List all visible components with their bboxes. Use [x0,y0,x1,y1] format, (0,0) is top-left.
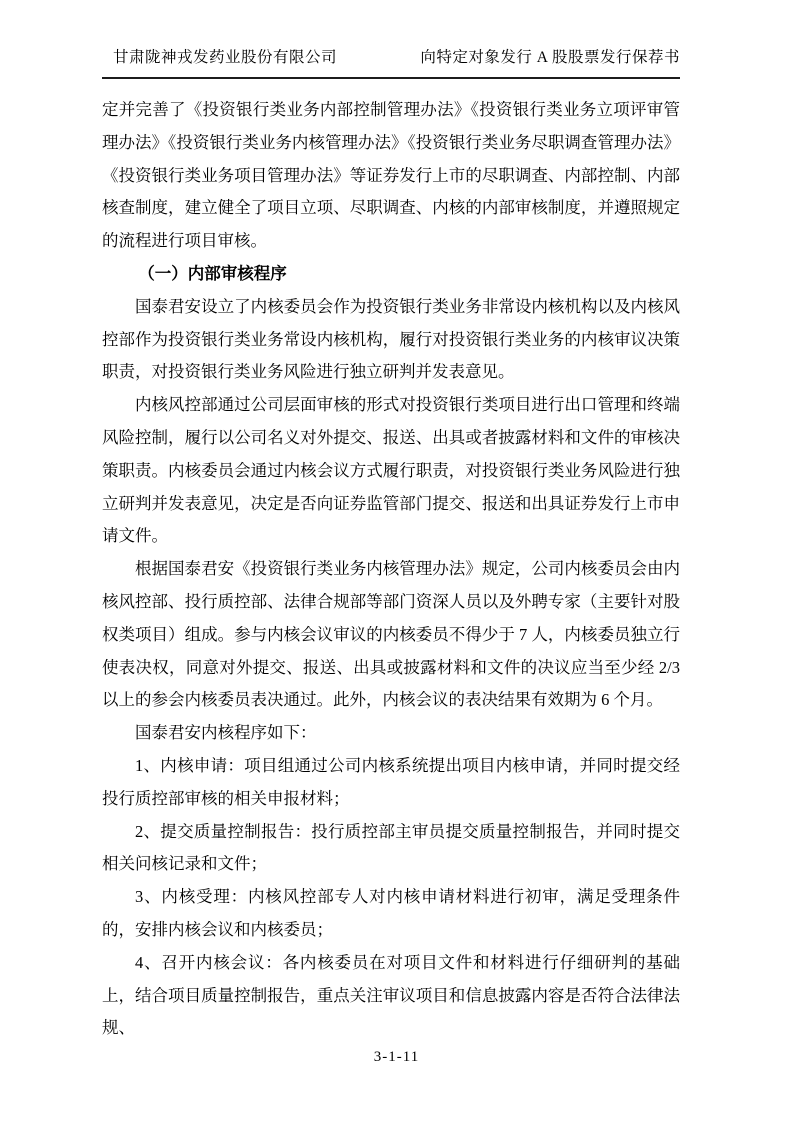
paragraph-committee-rules: 根据国泰君安《投资银行类业务内核管理办法》规定，公司内核委员会由内核风控部、投行质控部、法律合规部等部门资深人员以及外聘专家（主要针对股权类项目）组成。参与内核会议审议的内核委员不得少于 7 人，内核委员独立行使表决权，同意对外提交、报送、出具或披露材料和文件的决议应当至少经 2/3 以上的参会内核委员表决通过。此外，内核会议的表决结果有效期为 6 个月。 [102,559,680,710]
paragraph-risk-control: 内核风控部通过公司层面审核的形式对投资银行类项目进行出口管理和终端风险控制，履行以公司名义对外提交、报送、出具或者披露材料和文件的审核决策职责。内核委员会通过内核会议方式履行职责，对投资银行类业务风险进行独立研判并发表意见，决定是否向证券监管部门提交、报送和出具证券发行上市申请文件。 [102,395,680,546]
list-item-4-meeting: 4、召开内核会议：各内核委员在对项目文件和材料进行仔细研判的基础上，结合项目质量控制报告，重点关注审议项目和信息披露内容是否符合法律法规、 [102,952,680,1038]
section-heading-internal-review-procedure: （一）内部审核程序 [138,264,287,283]
paragraph-continuation: 定并完善了《投资银行类业务内部控制管理办法》《投资银行类业务立项评审管理办法》《投资银行类业务内核管理办法》《投资银行类业务尽职调查管理办法》《投资银行类业务项目管理办法》等证券发行上市的尽职调查、内部控制、内部核查制度，建立健全了项目立项、尽职调查、内核的内部审核制度，并遵照规定的流程进行项目审核。 [102,100,680,251]
header-company-name: 甘肃陇神戎发药业股份有限公司 [113,49,338,66]
page-number: 3-1-11 [373,1049,420,1065]
paragraph-procedure-intro: 国泰君安内核程序如下： [135,723,317,743]
header-document-title: 向特定对象发行 A 股股票发行保荐书 [420,49,680,66]
paragraph-committee-setup: 国泰君安设立了内核委员会作为投资银行类业务非常设内核机构以及内核风控部作为投资银行类业务常设内核机构，履行对投资银行类业务的内核审议决策职责，对投资银行类业务风险进行独立研判并发表意见。 [102,296,680,382]
list-item-2-quality-report: 2、提交质量控制报告：投行质控部主审员提交质量控制报告，并同时提交相关问核记录和文件； [102,821,680,874]
document-body [102,94,680,1045]
page-header [102,46,680,79]
list-item-1-application: 1、内核申请：项目组通过公司内核系统提出项目内核申请，并同时提交经投行质控部审核的相关申报材料； [102,755,680,808]
page-footer [0,1049,793,1066]
list-item-3-acceptance: 3、内核受理：内核风控部专人对内核申请材料进行初审，满足受理条件的，安排内核会议和内核委员； [102,887,680,939]
